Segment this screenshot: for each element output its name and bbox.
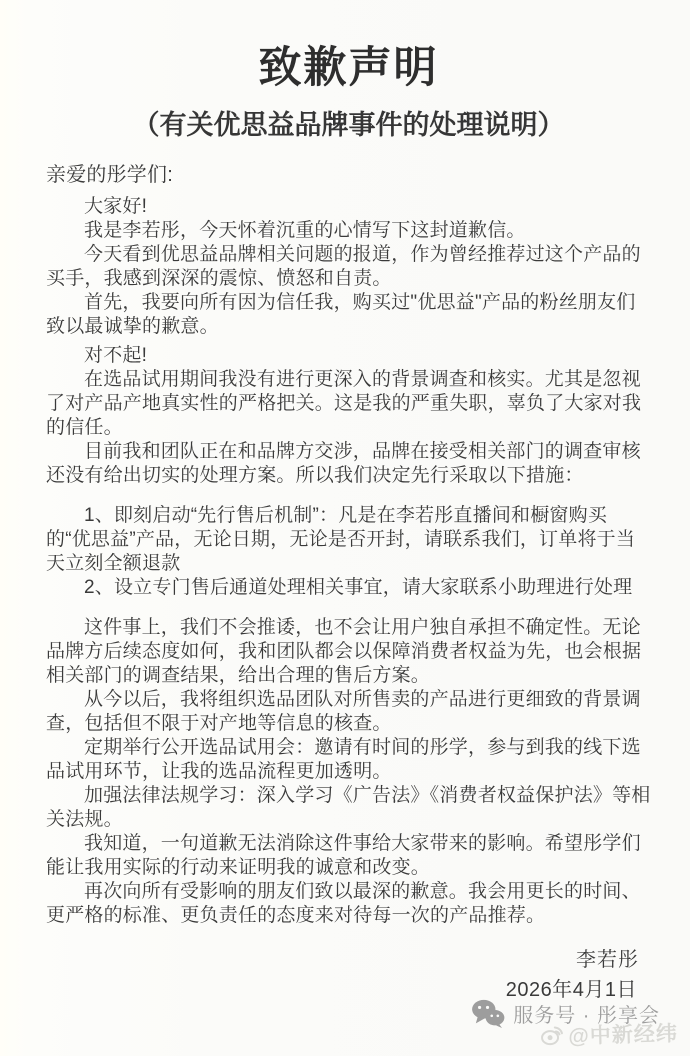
wechat-account-label: 服务号 · 彤享会 — [513, 1005, 660, 1027]
letter-paragraph: 定期举行公开选品试用会：邀请有时间的彤学，参与到我的线下选品试用环节，让我的选品流程更加透明。 — [46, 737, 641, 782]
page-subtitle: （有关优思益品牌事件的处理说明） — [132, 110, 565, 140]
letter-measure-1: 1、即刻启动“先行售后机制”：凡是在李若彤直播间和橱窗购买的“优思益”产品，无论日期，无论是否开封，请联系我们，订单将于当天立刻全额退款 — [46, 505, 636, 574]
letter-paragraph: 目前我和团队正在和品牌方交涉，品牌在接受相关部门的调查审核还没有给出切实的处理方案。所以我们决定先行采取以下措施： — [46, 441, 641, 486]
letter-paragraph-intro: 我是李若彤，今天怀着沉重的心情写下这封道歉信。 — [84, 220, 526, 241]
signature-date: 2026年4月1日 — [505, 979, 637, 1001]
letter-paragraph: 今天看到优思益品牌相关问题的报道，作为曾经推荐过这个产品的买手，我感到深深的震惊、愤怒和自责。 — [46, 244, 641, 289]
letter-paragraph: 这件事上，我们不会推诿，也不会让用户独自承担不确定性。无论品牌方后续态度如何，我和团队都会以保障消费者权益为先，也会根据相关部门的调查结果，给出合理的售后方案。 — [46, 617, 642, 686]
page-title: 致歉声明 — [258, 45, 439, 92]
letter-paragraph: 从今以后，我将组织选品团队对所售卖的产品进行更细致的背景调查，包括但不限于对产地等信息的核查。 — [46, 689, 641, 734]
letter-paragraph: 首先，我要向所有因为信任我，购买过"优思益"产品的粉丝朋友们致以最诚挚的歉意。 — [46, 292, 636, 337]
letter-measure-2: 2、设立专门售后通道处理相关事宜，请大家联系小助理进行处理 — [84, 577, 633, 598]
letter-paragraph: 在选品试用期间我没有进行更深入的背景调查和核实。尤其是忽视了对产品产地真实性的严格把关。这是我的严重失职，辜负了大家对我的信任。 — [46, 369, 642, 438]
watermark-label: @中新经纬 — [568, 1022, 679, 1049]
letter-paragraph: 加强法律法规学习：深入学习《广告法》《消费者权益保护法》等相关法规。 — [46, 785, 651, 830]
salutation: 亲爱的彤学们: — [46, 164, 173, 186]
signature-name: 李若彤 — [576, 949, 639, 971]
letter-paragraph-closing: 再次向所有受影响的朋友们致以最深的歉意。我会用更长的时间、更严格的标准、更负责任的态度来对待每一次的产品推荐。 — [46, 881, 641, 926]
watermark — [471, 1017, 678, 1052]
letter-paragraph-apology: 对不起! — [84, 345, 148, 366]
letter-paragraph-greeting: 大家好! — [84, 196, 148, 217]
footer — [471, 999, 679, 1050]
weibo-icon — [540, 1024, 565, 1047]
letter-paragraph: 我知道，一句道歉无法消除这件事给大家带来的影响。希望彤学们能让我用实际的行动来证明我的诚意和改变。 — [46, 833, 641, 878]
